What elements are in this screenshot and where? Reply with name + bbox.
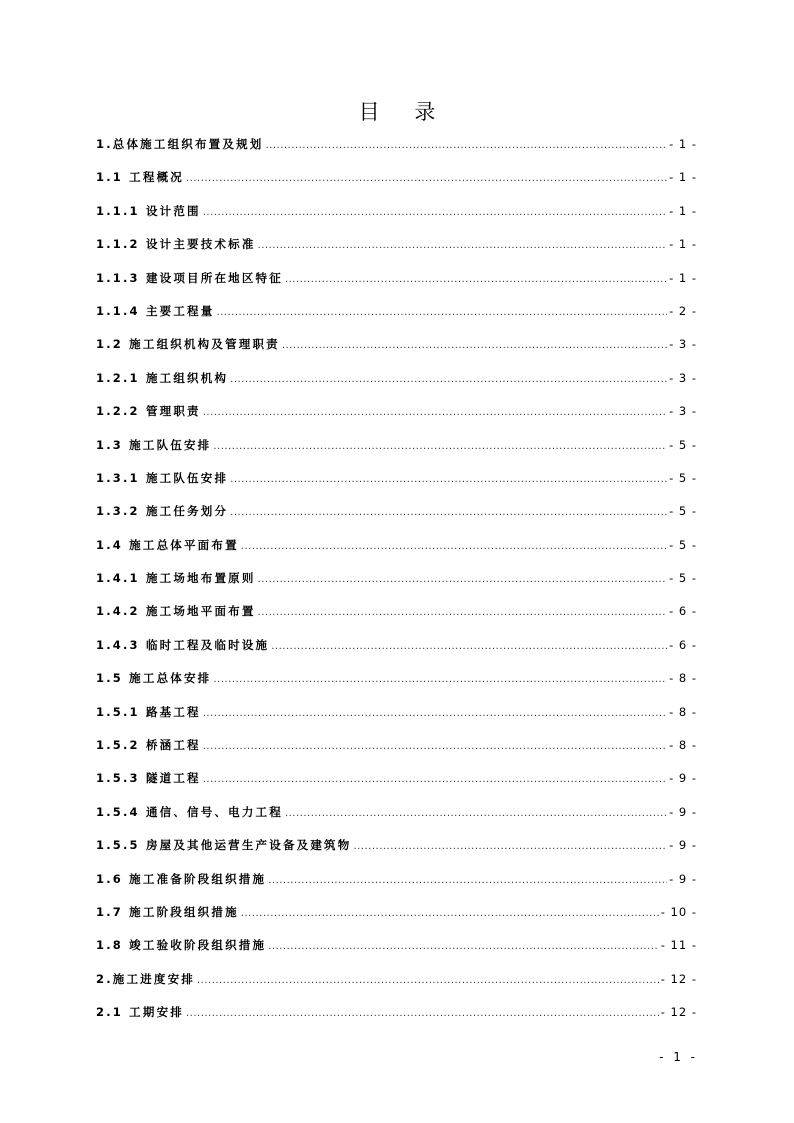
toc-entry-page-number: - 8 - <box>669 671 697 686</box>
toc-dot-leader <box>203 704 667 724</box>
toc-entry-label: 1.5.2 桥涵工程 <box>96 738 201 753</box>
toc-entry-label: 1.3 施工队伍安排 <box>96 437 212 452</box>
toc-entry-label: 1.5.3 隧道工程 <box>96 771 201 786</box>
toc-entry-page-number: - 8 - <box>669 738 697 753</box>
toc-entry-page-number: - 1 - <box>669 137 697 151</box>
toc-dot-leader <box>230 370 667 390</box>
toc-entry-label: 1.1.4 主要工程量 <box>96 303 215 318</box>
toc-entry-page-number: - 9 - <box>669 871 697 886</box>
toc-entry[interactable] <box>96 401 697 434</box>
toc-dot-leader <box>203 203 667 223</box>
toc-dot-leader <box>203 737 667 757</box>
toc-entry-label: 1.8 竣工验收阶段组织措施 <box>96 938 267 953</box>
toc-entry-label: 1.7 施工阶段组织措施 <box>96 904 239 919</box>
toc-dot-leader <box>258 570 668 590</box>
toc-dot-leader <box>282 336 667 356</box>
toc-entry[interactable] <box>96 368 697 401</box>
toc-entry[interactable] <box>96 668 697 701</box>
toc-entry-label: 1.2 施工组织机构及管理职责 <box>96 337 280 352</box>
toc-entry-label: 1.1.3 建设项目所在地区特征 <box>96 270 283 285</box>
toc-entry-label: 2.施工进度安排 <box>96 971 195 986</box>
toc-dot-leader <box>268 871 667 891</box>
toc-entry-label: 1.总体施工组织布置及规划 <box>96 137 264 151</box>
toc-entry-label: 1.5.4 通信、信号、电力工程 <box>96 804 283 819</box>
toc-dot-leader <box>216 303 667 323</box>
toc-entry[interactable] <box>96 468 697 501</box>
toc-entry-label: 1.4.2 施工场地平面布置 <box>96 604 256 619</box>
toc-dot-leader <box>285 804 667 824</box>
toc-dot-leader <box>230 503 667 523</box>
toc-dot-leader <box>203 403 667 423</box>
toc-dot-leader <box>258 603 668 623</box>
toc-entry-label: 1.1.1 设计范围 <box>96 203 201 218</box>
toc-entry[interactable] <box>96 935 697 968</box>
toc-entry-label: 1.2.2 管理职责 <box>96 404 201 419</box>
toc-entry-page-number: - 1 - <box>669 270 697 285</box>
toc-dot-leader <box>268 937 659 957</box>
toc-entry-label: 2.1 工期安排 <box>96 1005 184 1020</box>
toc-entry[interactable] <box>96 501 697 534</box>
toc-entry[interactable] <box>96 301 697 334</box>
toc-dot-leader <box>186 1004 659 1024</box>
toc-entry[interactable] <box>96 601 697 634</box>
toc-entry-label: 1.4.1 施工场地布置原则 <box>96 571 256 586</box>
toc-entry[interactable] <box>96 902 697 935</box>
toc-dot-leader <box>197 971 659 991</box>
toc-entry-page-number: - 11 - <box>660 938 697 953</box>
toc-dot-leader <box>265 136 667 156</box>
toc-entry[interactable] <box>96 201 697 234</box>
toc-entry[interactable] <box>96 334 697 367</box>
toc-entry-page-number: - 10 - <box>660 904 697 919</box>
toc-entry[interactable] <box>96 134 697 167</box>
toc-entry-label: 1.1 工程概况 <box>96 170 184 185</box>
toc-entry[interactable] <box>96 268 697 301</box>
toc-entry[interactable] <box>96 969 697 1002</box>
toc-dot-leader <box>186 169 667 189</box>
toc-entry[interactable] <box>96 768 697 801</box>
toc-entry-label: 1.3.2 施工任务划分 <box>96 504 229 519</box>
toc-entry-page-number: - 1 - <box>669 170 697 185</box>
toc-entry[interactable] <box>96 234 697 267</box>
toc-entry[interactable] <box>96 635 697 668</box>
toc-entry[interactable] <box>96 802 697 835</box>
toc-entry-label: 1.2.1 施工组织机构 <box>96 370 229 385</box>
toc-entry[interactable] <box>96 535 697 568</box>
toc-dot-leader <box>285 270 667 290</box>
toc-entry-page-number: - 5 - <box>669 504 697 519</box>
toc-entry-page-number: - 12 - <box>660 971 697 986</box>
toc-dot-leader <box>203 770 667 790</box>
toc-entry-label: 1.5.1 路基工程 <box>96 704 201 719</box>
toc-entry-page-number: - 9 - <box>669 771 697 786</box>
toc-entry-page-number: - 5 - <box>669 571 697 586</box>
toc-entry-page-number: - 9 - <box>669 838 697 853</box>
toc-entry-page-number: - 3 - <box>669 370 697 385</box>
toc-entry[interactable] <box>96 167 697 200</box>
toc-entry-label: 1.4 施工总体平面布置 <box>96 537 239 552</box>
toc-entry-page-number: - 6 - <box>669 637 697 652</box>
page-number: - 1 - <box>659 1050 698 1064</box>
toc-entry-label: 1.6 施工准备阶段组织措施 <box>96 871 267 886</box>
toc-dot-leader <box>241 904 659 924</box>
toc-dot-leader <box>213 670 667 690</box>
toc-entry-page-number: - 1 - <box>669 203 697 218</box>
toc-entry-label: 1.5 施工总体安排 <box>96 671 212 686</box>
toc-entry[interactable] <box>96 1002 697 1035</box>
toc-entry-page-number: - 9 - <box>669 804 697 819</box>
toc-dot-leader <box>271 637 667 657</box>
toc-entry-label: 1.3.1 施工队伍安排 <box>96 470 229 485</box>
toc-entry-page-number: - 3 - <box>669 337 697 352</box>
toc-dot-leader <box>213 437 667 457</box>
toc-entry[interactable] <box>96 835 697 868</box>
toc-entry-page-number: - 12 - <box>660 1005 697 1020</box>
toc-entry-label: 1.4.3 临时工程及临时设施 <box>96 637 270 652</box>
toc-entry[interactable] <box>96 568 697 601</box>
toc-entry-page-number: - 5 - <box>669 470 697 485</box>
toc-entry[interactable] <box>96 702 697 735</box>
toc-entry-page-number: - 8 - <box>669 704 697 719</box>
toc-entry[interactable] <box>96 735 697 768</box>
toc-entry-page-number: - 1 - <box>669 237 697 252</box>
toc-dot-leader <box>241 537 667 557</box>
toc-entry-page-number: - 6 - <box>669 604 697 619</box>
toc-entry-page-number: - 2 - <box>669 303 697 318</box>
toc-dot-leader <box>230 470 667 490</box>
toc-dot-leader <box>353 837 667 857</box>
toc-dot-leader <box>258 236 668 256</box>
table-of-contents <box>96 134 697 1036</box>
toc-entry-label: 1.1.2 设计主要技术标准 <box>96 237 256 252</box>
toc-entry-page-number: - 5 - <box>669 437 697 452</box>
toc-entry-page-number: - 3 - <box>669 404 697 419</box>
toc-entry[interactable] <box>96 435 697 468</box>
toc-entry[interactable] <box>96 869 697 902</box>
toc-entry-page-number: - 5 - <box>669 537 697 552</box>
toc-entry-label: 1.5.5 房屋及其他运营生产设备及建筑物 <box>96 838 352 853</box>
page-title: 目 录 <box>358 100 450 124</box>
